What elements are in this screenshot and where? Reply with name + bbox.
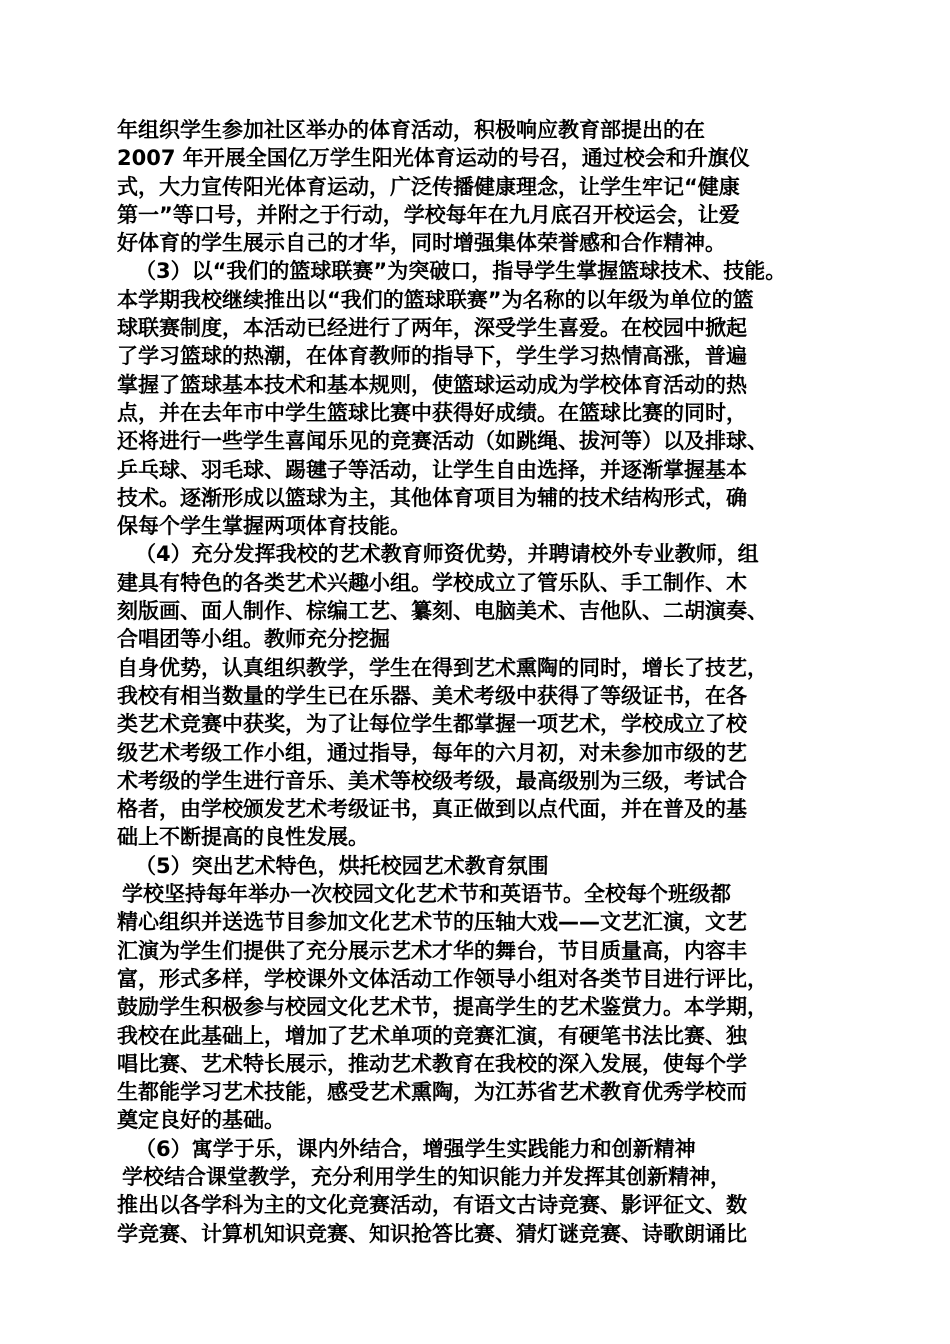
text-line: 式，大力宣传阳光体育运动，广泛传播健康理念，让学生牢记“健康 bbox=[117, 174, 740, 199]
text-line: 我校有相当数量的学生已在乐器、美术考级中获得了等级证书，在各 bbox=[117, 683, 747, 708]
text-line: 球联赛制度，本活动已经进行了两年，深受学生喜爱。在校园中掀起 bbox=[117, 316, 747, 341]
text-line: 年组织学生参加社区举办的体育活动，积极响应教育部提出的在 bbox=[117, 118, 705, 142]
text-line: 学校结合课堂教学，充分利用学生的知识能力并发挥其创新精神， bbox=[122, 1164, 731, 1189]
text-line: 刻版画、面人制作、棕编工艺、纂刻、电脑美术、吉他队、二胡演奏、 bbox=[117, 599, 768, 624]
document-body bbox=[117, 116, 847, 1248]
text-line: 生都能学习艺术技能，感受艺术熏陶，为江苏省艺术教育优秀学校而 bbox=[117, 1080, 747, 1105]
text-line: 自身优势，认真组织教学，学生在得到艺术熏陶的同时，增长了技艺， bbox=[117, 655, 768, 680]
section-heading-6: （6）寓学于乐，课内外结合，增强学生实践能力和创新精神 bbox=[135, 1136, 696, 1161]
text-line: 学竞赛、计算机知识竞赛、知识抢答比赛、猜灯谜竞赛、诗歌朗诵比 bbox=[117, 1221, 747, 1246]
text-line: 富，形式多样，学校课外文体活动工作领导小组对各类节目进行评比， bbox=[117, 966, 768, 991]
text-line: 汇演为学生们提供了充分展示艺术才华的舞台，节目质量高，内容丰 bbox=[117, 938, 747, 963]
text-line: 乒乓球、羽毛球、踢毽子等活动，让学生自由选择，并逐渐掌握基本 bbox=[117, 457, 747, 482]
text-line: 格者，由学校颁发艺术考级证书，真正做到以点代面，并在普及的基 bbox=[117, 797, 747, 822]
section-heading-3: （3）以“我们的篮球联赛”为突破口，指导学生掌握篮球技术、技能。 bbox=[135, 259, 787, 284]
text-line: 第一”等口号，并附之于行动，学校每年在九月底召开校运会，让爱 bbox=[117, 202, 740, 227]
text-line: 合唱团等小组。教师充分挖掘 bbox=[117, 627, 390, 652]
text-line: 好体育的学生展示自己的才华，同时增强集体荣誉感和合作精神。 bbox=[117, 231, 726, 256]
text-line: 2007 年开展全国亿万学生阳光体育运动的号召，通过校会和升旗仪 bbox=[117, 146, 750, 171]
text-line: 保每个学生掌握两项体育技能。 bbox=[117, 514, 411, 539]
text-line: 础上不断提高的良性发展。 bbox=[117, 825, 369, 850]
text-line: 了学习篮球的热潮，在体育教师的指导下，学生学习热情高涨，普遍 bbox=[117, 344, 747, 369]
text-line: 点，并在去年市中学生篮球比赛中获得好成绩。在篮球比赛的同时， bbox=[117, 400, 747, 425]
text-line: 奠定良好的基础。 bbox=[117, 1108, 285, 1133]
text-line: 掌握了篮球基本技术和基本规则，使篮球运动成为学校体育活动的热 bbox=[117, 372, 747, 397]
section-heading-4: （4）充分发挥我校的艺术教育师资优势，并聘请校外专业教师，组 bbox=[135, 542, 759, 567]
text-line: 我校在此基础上，增加了艺术单项的竞赛汇演，有硬笔书法比赛、独 bbox=[117, 1023, 747, 1048]
text-line: 鼓励学生积极参与校园文化艺术节，提高学生的艺术鉴赏力。本学期， bbox=[117, 995, 768, 1020]
text-line: 术考级的学生进行音乐、美术等校级考级，最高级别为三级，考试合 bbox=[117, 768, 747, 793]
text-line: 精心组织并送选节目参加文化艺术节的压轴大戏——文艺汇演，文艺 bbox=[117, 910, 747, 935]
section-heading-5: （5）突出艺术特色，烘托校园艺术教育氛围 bbox=[135, 853, 549, 878]
text-line: 推出以各学科为主的文化竞赛活动，有语文古诗竞赛、影评征文、数 bbox=[117, 1193, 747, 1218]
text-line: 类艺术竞赛中获奖，为了让每位学生都掌握一项艺术，学校成立了校 bbox=[117, 712, 747, 737]
text-line: 级艺术考级工作小组，通过指导，每年的六月初，对未参加市级的艺 bbox=[117, 740, 747, 765]
text-line: 技术。逐渐形成以篮球为主，其他体育项目为辅的技术结构形式，确 bbox=[117, 485, 747, 510]
text-line: 还将进行一些学生喜闻乐见的竞赛活动（如跳绳、拔河等）以及排球、 bbox=[117, 429, 768, 454]
text-line: 唱比赛、艺术特长展示，推动艺术教育在我校的深入发展，使每个学 bbox=[117, 1051, 747, 1076]
text-line: 本学期我校继续推出以“我们的篮球联赛”为名称的以年级为单位的篮 bbox=[117, 287, 754, 312]
text-line: 学校坚持每年举办一次校园文化艺术节和英语节。全校每个班级都 bbox=[122, 882, 731, 907]
text-line: 建具有特色的各类艺术兴趣小组。学校成立了管乐队、手工制作、木 bbox=[117, 570, 747, 595]
